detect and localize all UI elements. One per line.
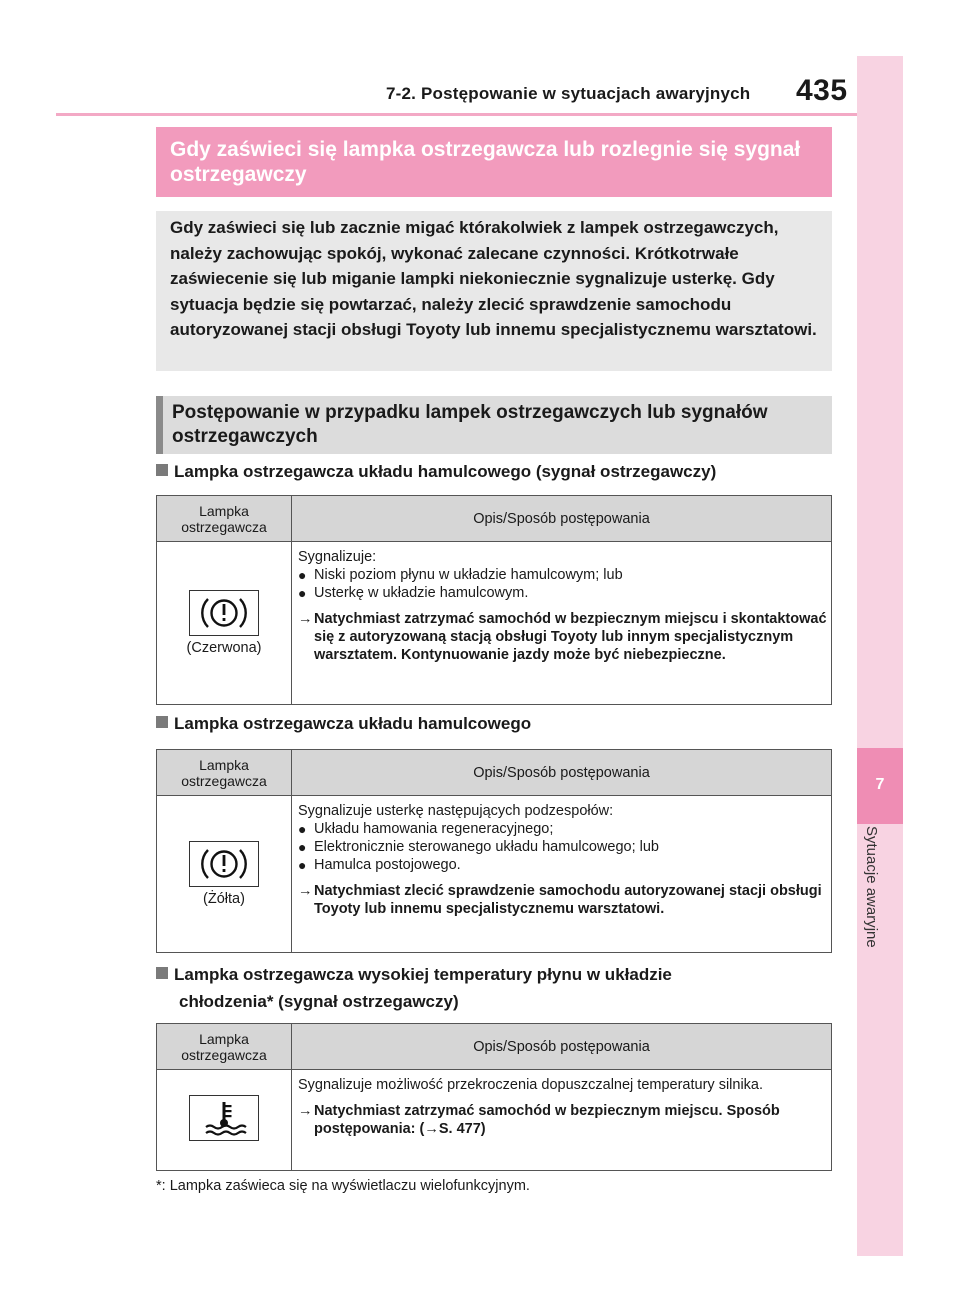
header-col-lamp: Lampka ostrzegawcza: [157, 496, 292, 541]
subheading-coolant: Lampka ostrzegawcza wysokiej temperatury płynu w układzie chłodzenia* (sygnał ostrzegawczy): [156, 961, 836, 1015]
table-row: [157, 1070, 831, 1170]
list-item: ● Hamulca postojowego.: [298, 857, 461, 873]
table-header: [157, 496, 831, 542]
header-rule: [56, 113, 898, 116]
coolant-temperature-icon: [189, 1095, 259, 1141]
list-item: ● Niski poziom płynu w układzie hamulcowym; lub: [298, 567, 623, 583]
action-text: → Natychmiast zatrzymać samochód w bezpiecznym miejscu i skontaktować się z autoryzowaną stacją obsługi Toyoty lub innym specjalistycznym warsztatem. Kontynuowanie jazdy może być niebezpieczne.: [298, 611, 827, 663]
header-col-description: Opis/Sposób postępowania: [473, 1038, 650, 1055]
brake-warning-icon: [189, 590, 259, 636]
header-col-description: Opis/Sposób postępowania: [473, 510, 650, 527]
lamp-color: (Żółta): [203, 891, 245, 907]
header-col-lamp: Lampka ostrzegawcza: [157, 1024, 292, 1069]
action-text: → Natychmiast zlecić sprawdzenie samochodu autoryzowanej stacji obsługi Toyoty lub innemu specjalistycznemu warsztatowi.: [298, 883, 822, 917]
table-header: [157, 1024, 831, 1070]
page-title: Gdy zaświeci się lampka ostrzegawcza lub rozlegnie się sygnał ostrzegawczy: [170, 138, 801, 186]
table-coolant: [156, 1023, 832, 1171]
square-bullet-icon: [156, 716, 168, 728]
header-col-description: Opis/Sposób postępowania: [473, 764, 650, 781]
table-row: [157, 796, 831, 952]
lamp-cell: [157, 796, 292, 952]
footnote: *: Lampka zaświeca się na wyświetlaczu wielofunkcyjnym.: [156, 1178, 530, 1194]
section-heading: Postępowanie w przypadku lampek ostrzegawczych lub sygnałów ostrzegawczych: [172, 402, 768, 447]
brake-warning-icon: [189, 841, 259, 887]
running-header: 7-2. Postępowanie w sytuacjach awaryjnych: [386, 84, 751, 103]
list-item: ● Elektronicznie sterowanego układu hamulcowego; lub: [298, 839, 659, 855]
table-header: [157, 750, 831, 796]
description-cell: Sygnalizuje usterkę następujących podzespołów: ● Układu hamowania regeneracyjnego; ● Elektronicznie sterowanego układu hamulcowego; lub ● Hamulca postojowego. → Natychmiast zlecić sprawdzenie samochodu autoryzowanej stacji obsługi Toyoty lub innemu specjalistycznemu warsztatowi.: [292, 796, 831, 952]
lamp-color: (Czerwona): [186, 640, 262, 656]
side-tab-label: Sytuacje awaryjne: [863, 826, 880, 948]
description-cell: Sygnalizuje możliwość przekroczenia dopuszczalnej temperatury silnika. → Natychmiast zatrzymać samochód w bezpiecznym miejscu. Sposób postępowania: (→S. 477): [292, 1070, 831, 1170]
square-bullet-icon: [156, 967, 168, 979]
description-cell: Sygnalizuje: ● Niski poziom płynu w układzie hamulcowym; lub ● Usterkę w układzie hamulcowym. → Natychmiast zatrzymać samochód w bezpiecznym miejscu i skontaktować się z autoryzowaną stacją obsługi Toyoty lub innym specjalistycznym warsztatem. Kontynuowanie jazdy może być niebezpieczne.: [298, 549, 827, 663]
action-text: → Natychmiast zatrzymać samochód w bezpiecznym miejscu. Sposób postępowania: (→S. 477): [298, 1103, 780, 1137]
lamp-cell: [157, 542, 292, 704]
header-col-lamp: Lampka ostrzegawcza: [157, 750, 292, 795]
square-bullet-icon: [156, 464, 168, 476]
lamp-cell: [157, 1070, 292, 1170]
side-tab-strip: [857, 56, 903, 1256]
list-item: ● Układu hamowania regeneracyjnego;: [298, 821, 554, 837]
subheading-brake-yellow: Lampka ostrzegawcza układu hamulcowego: [156, 710, 836, 737]
intro-text: Gdy zaświeci się lub zacznie migać którakolwiek z lampek ostrzegawczych, należy zachowując spokój, wykonać zalecane czynności. Krótkotrwałe zaświecenie się lub miganie lampki niekoniecznie sygnalizuje usterkę. Gdy sytuacja będzie się powtarzać, należy zlecić sprawdzenie samochodu autoryzowanej stacji obsługi Toyoty lub innemu specjalistycznemu warsztatowi.: [170, 218, 817, 339]
list-item: ● Usterkę w układzie hamulcowym.: [298, 585, 529, 601]
table-brake-yellow: [156, 749, 832, 953]
subheading-brake-red: Lampka ostrzegawcza układu hamulcowego (sygnał ostrzegawczy): [156, 458, 836, 485]
table-row: [157, 542, 831, 704]
section-heading-bar: [156, 396, 163, 454]
table-brake-red: [156, 495, 832, 705]
page-number: 435: [796, 74, 848, 107]
side-tab-number: 7: [875, 776, 885, 793]
